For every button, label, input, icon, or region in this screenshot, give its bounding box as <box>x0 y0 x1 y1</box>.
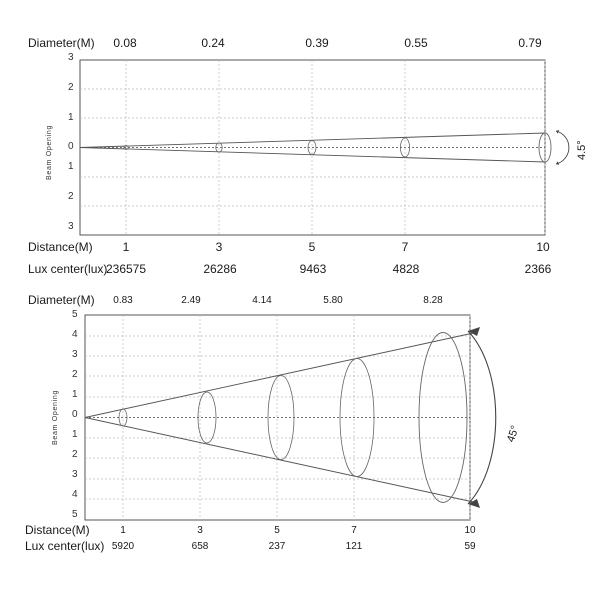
distance-value: 7 <box>351 525 357 536</box>
beam-chart-wide <box>0 285 600 600</box>
distance-value: 10 <box>464 525 476 536</box>
diameter-header-label: Diameter(M) <box>28 36 95 50</box>
diameter-value: 0.08 <box>113 36 137 50</box>
distance-value: 10 <box>536 240 550 254</box>
y-tick-label: 4 <box>72 329 78 340</box>
distance-value: 3 <box>215 240 223 254</box>
diameter-value: 0.79 <box>518 36 542 50</box>
lux-value: 121 <box>345 541 363 552</box>
distance-axis-label: Distance(M) <box>25 523 90 537</box>
y-tick-label: 3 <box>68 221 74 232</box>
y-tick-label: 1 <box>68 112 74 123</box>
y-axis-title: Beam Opening <box>52 389 59 445</box>
diameter-header-label: Diameter(M) <box>28 293 95 307</box>
distance-value: 5 <box>308 240 316 254</box>
y-tick-label: 2 <box>72 369 78 380</box>
beam-chart-narrow <box>0 0 600 290</box>
y-tick-label: 1 <box>68 161 74 172</box>
y-tick-label: 5 <box>72 309 78 320</box>
y-tick-label: 3 <box>68 52 74 63</box>
diameter-value: 5.80 <box>323 295 343 306</box>
lux-center-label: Lux center(lux) <box>25 539 105 553</box>
y-tick-label: 2 <box>72 449 78 460</box>
lux-value: 59 <box>464 541 476 552</box>
beam-angle-label: 4.5° <box>576 140 588 160</box>
lux-value: 658 <box>191 541 209 552</box>
lux-value: 237 <box>268 541 286 552</box>
lux-value: 236575 <box>105 262 147 276</box>
lux-value: 4828 <box>392 262 420 276</box>
y-axis-title: Beam Opening <box>46 124 53 180</box>
lux-value: 9463 <box>299 262 327 276</box>
distance-value: 3 <box>197 525 203 536</box>
distance-value: 1 <box>120 525 126 536</box>
distance-value: 1 <box>122 240 130 254</box>
lux-value: 5920 <box>111 541 135 552</box>
y-tick-label: 0 <box>68 141 74 152</box>
y-tick-label: 2 <box>68 82 74 93</box>
lux-value: 2366 <box>524 262 552 276</box>
y-tick-label: 0 <box>72 409 78 420</box>
diameter-value: 0.55 <box>404 36 428 50</box>
diameter-value: 0.24 <box>201 36 225 50</box>
beam-angle-label: 45° <box>505 424 522 444</box>
y-tick-label: 1 <box>72 429 78 440</box>
y-tick-label: 1 <box>72 389 78 400</box>
y-tick-label: 3 <box>72 349 78 360</box>
diameter-value: 0.83 <box>113 295 133 306</box>
y-tick-label: 4 <box>72 489 78 500</box>
distance-value: 7 <box>401 240 409 254</box>
diameter-value: 0.39 <box>305 36 329 50</box>
distance-value: 5 <box>274 525 280 536</box>
diameter-value: 8.28 <box>423 295 443 306</box>
y-tick-label: 2 <box>68 191 74 202</box>
lux-center-label: Lux center(lux) <box>28 262 108 276</box>
distance-axis-label: Distance(M) <box>28 240 93 254</box>
y-tick-label: 5 <box>72 509 78 520</box>
diameter-value: 4.14 <box>252 295 272 306</box>
lux-value: 26286 <box>203 262 237 276</box>
diameter-value: 2.49 <box>181 295 201 306</box>
y-tick-label: 3 <box>72 469 78 480</box>
